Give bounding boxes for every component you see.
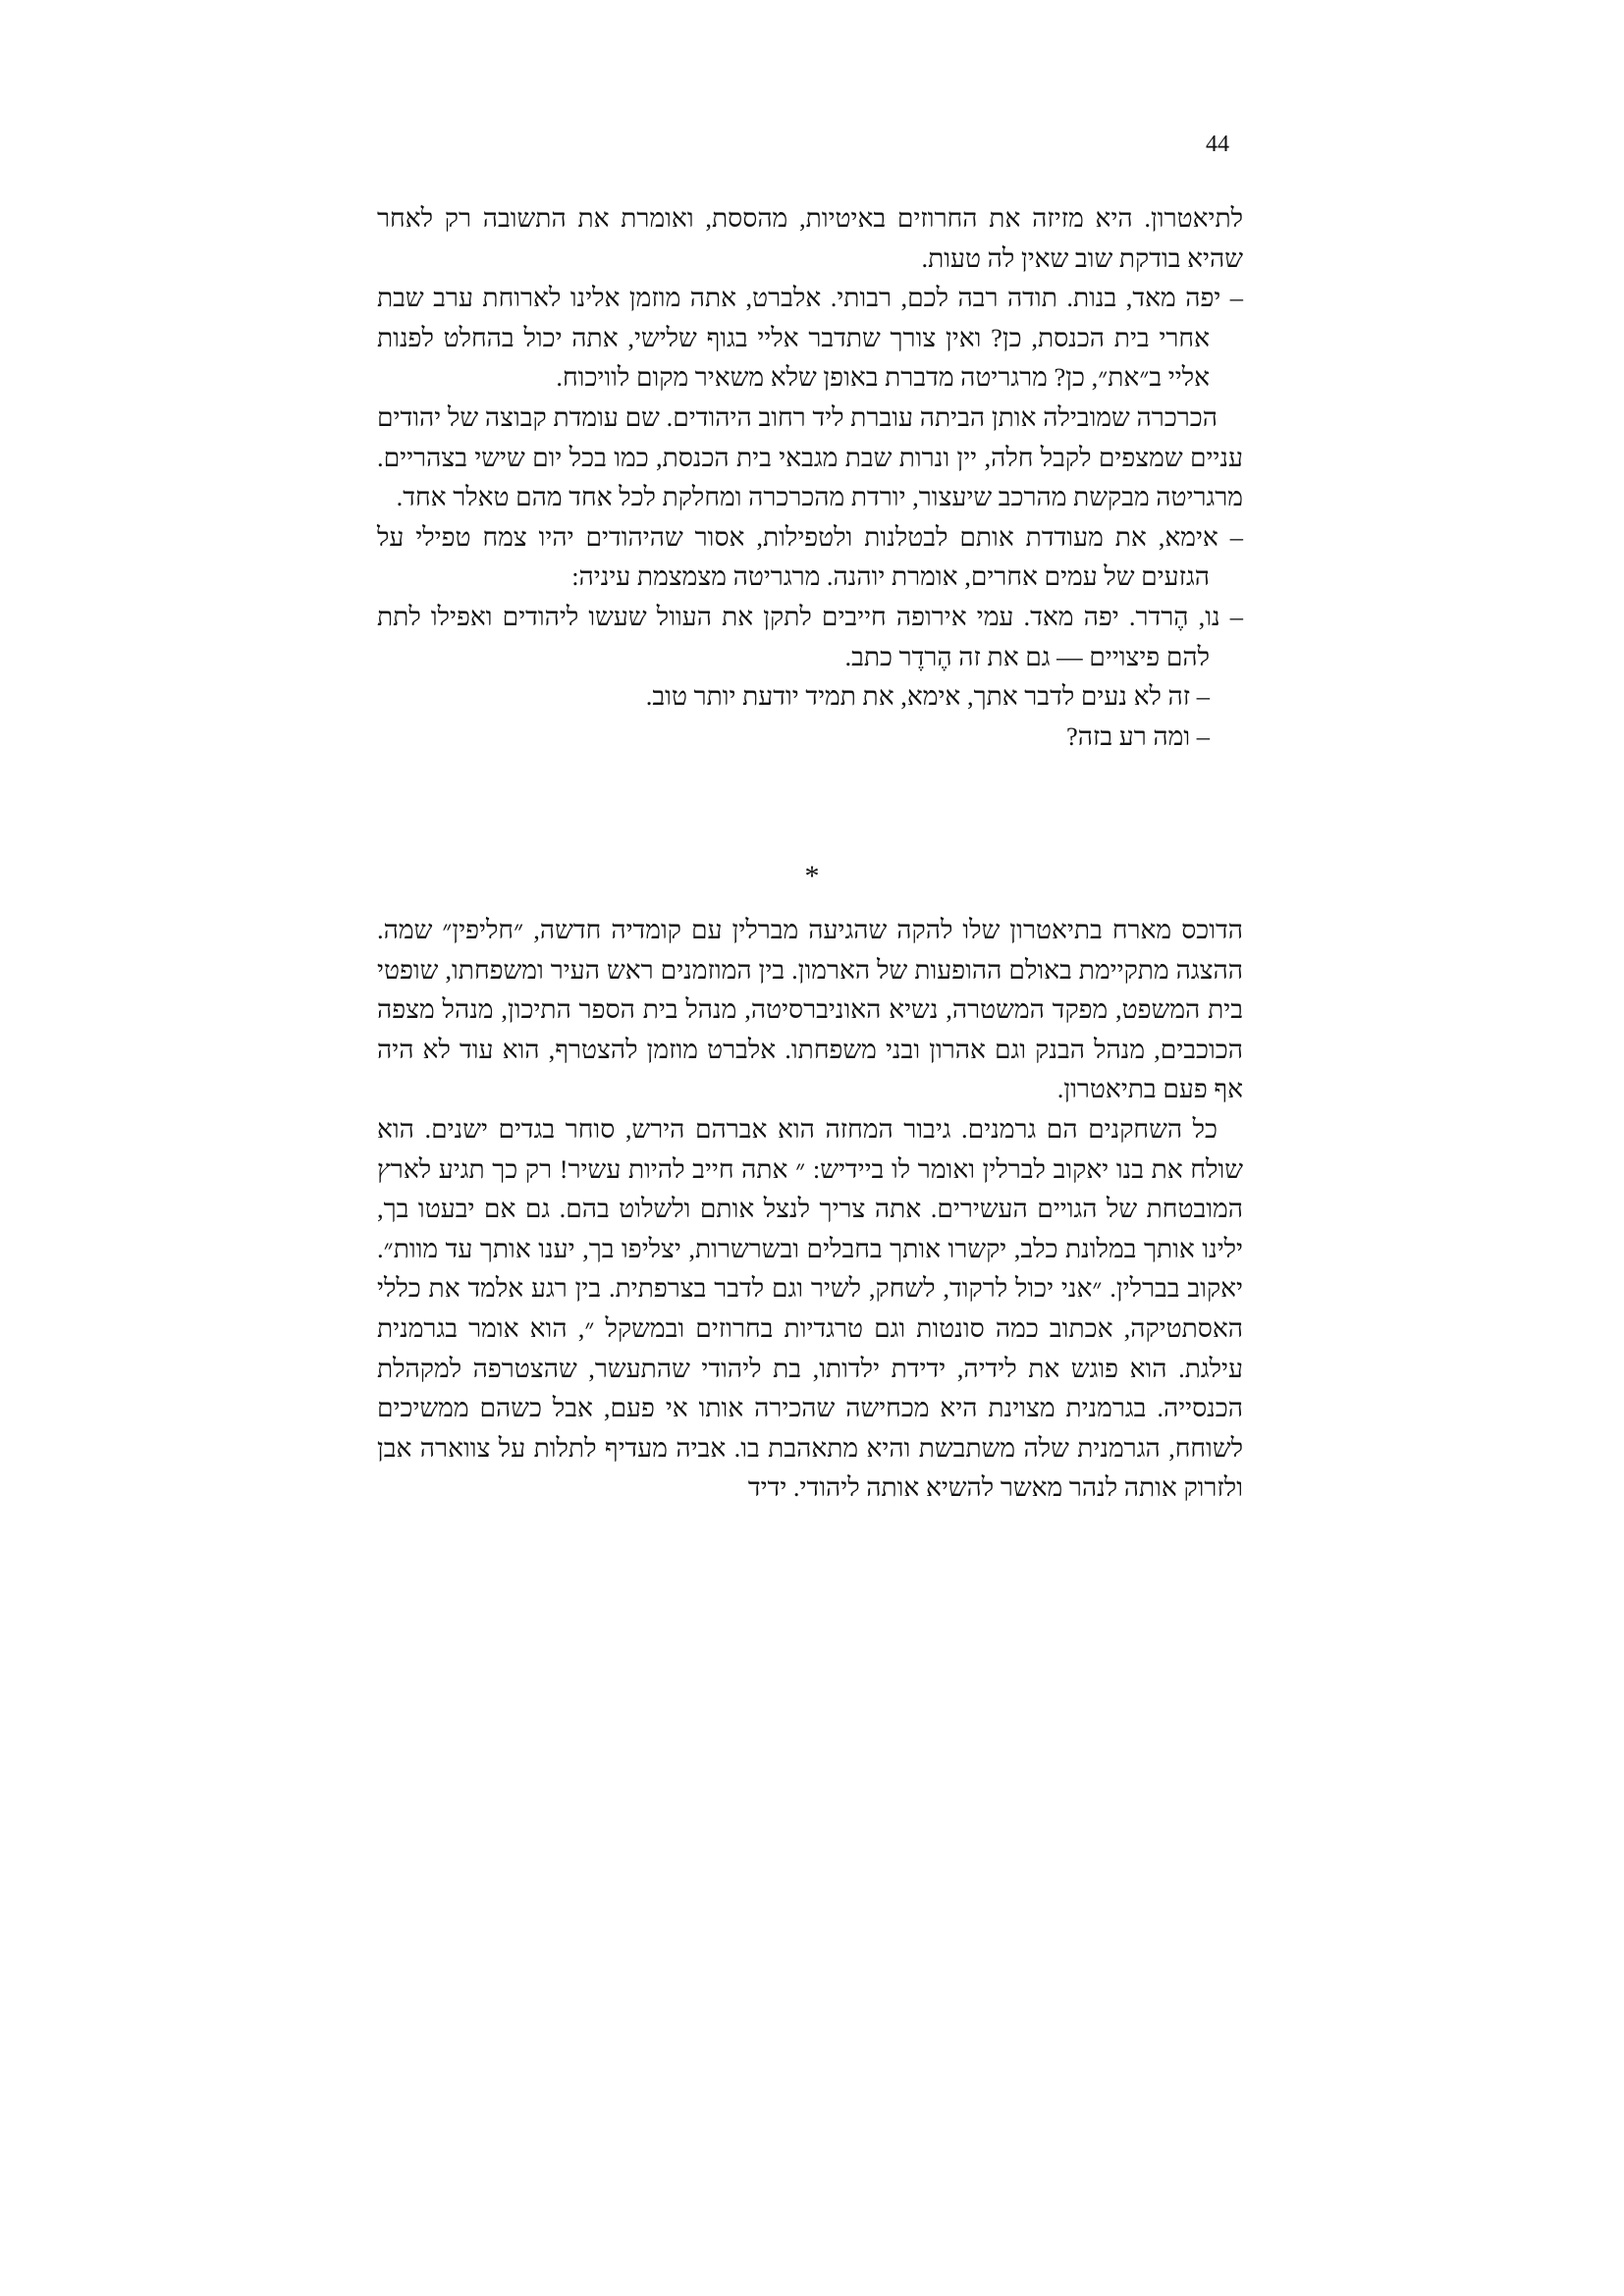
dialogue-paragraph: – נו, הֶרדר. יפה מאד. עמי אירופה חייבים לתקן את העוול שעשו ליהודים ואפילו לתת להם פיצויים — גם את זה הֶרדֶר כתב. bbox=[377, 601, 1243, 671]
dialogue-line: – ומה רע בזה? bbox=[1065, 721, 1210, 751]
page-number: 44 bbox=[1206, 132, 1229, 157]
narrative-paragraph: הדוכס מארח בתיאטרון שלו להקה שהגיעה מברלין עם קומדיה חדשה, ״חליפין״ שמה. ההצגה מתקיימת באולם ההופעות של הארמון. בין המוזמנים ראש העיר ומשפחתו, שופטי בית המשפט, מפקד המשטרה, נשיא האוניברסיטה, מנהל בית הספר התיכון, מנהל מצפה הכוכבים, מנהל הבנק וגם אהרון ובני משפחתו. אלברט מוזמן להצטרף, הוא עוד לא היה אף פעם בתיאטרון. bbox=[377, 915, 1243, 1104]
dialogue-line: – זה לא נעים לדבר אתך, אימא, את תמיד יודעת יותר טוב. bbox=[645, 681, 1210, 712]
section-separator: * bbox=[804, 860, 820, 892]
narrative-paragraph: הכרכרה שמובילה אותן הביתה עוברת ליד רחוב היהודים. שם עומדת קבוצה של יהודים עניים שמצפים לקבל חלה, יין ונרות שבת מגבאי בית הכנסת, כמו בכל יום שישי בצהריים. מרגריטה מבקשת מהרכב שיעצור, יורדת מהכרכרה ומחלקת לכל אחד מהם טאלר אחד. bbox=[377, 401, 1243, 512]
narrative-paragraph: כל השחקנים הם גרמנים. גיבור המחזה הוא אברהם הירש, סוחר בגדים ישנים. הוא שולח את בנו יאקוב לברלין ואומר לו ביידיש: ״ אתה חייב להיות עשיר! רק כך תגיע לארץ המובטחת של הגויים העשירים. אתה צריך לנצל אותם ולשלוט בהם. גם אם יבעטו בך, ילינו אותך במלונת כלב, יקשרו אותך בחבלים ובשרשרות, יצליפו בך, יענו אותך עד מוות״. יאקוב בברלין. ״אני יכול לרקוד, לשחק, לשיר וגם לדבר בצרפתית. בין רגע אלמד את כללי האסתטיקה, אכתוב כמה סונטות וגם טרגדיות בחרוזים ובמשקל ״, הוא אומר בגרמנית עילגת. הוא פוגש את לידיה, ידידת ילדותו, בת ליהודי שהתעשר, שהצטרפה למקהלת הכנסייה. בגרמנית מצוינת היא מכחישה שהכירה אותו אי פעם, אבל כשהם ממשיכים לשוחח, הגרמנית שלה משתבשת והיא מתאהבת בו. אביה מעדיף לתלות על צווארה אבן ולזרוק אותה לנהר מאשר להשיא אותה ליהודי. ידיד bbox=[377, 1113, 1243, 1503]
text-section-1 bbox=[377, 198, 1243, 756]
text-section-2 bbox=[377, 910, 1243, 1508]
paragraph-continuation: לתיאטרון. היא מזיזה את החרוזים באיטיות, מהססת, ואומרת את התשובה רק לאחר שהיא בודקת שוב שאין לה טעות. bbox=[377, 203, 1243, 273]
dialogue-paragraph: – אימא, את מעודדת אותם לבטלנות ולטפילות, אסור שהיהודים יהיו צמח טפילי על הגזעים של עמים אחרים, אומרת יוהנה. מרגריטה מצמצמת עיניה: bbox=[377, 521, 1243, 592]
dialogue-paragraph: – יפה מאד, בנות. תודה רבה לכם, רבותי. אלברט, אתה מוזמן אלינו לארוחת ערב שבת אחרי בית הכנסת, כן? ואין צורך שתדבר אליי בגוף שלישי, אתה יכול בהחלט לפנות אליי ב״את״, כן? מרגריטה מדברת באופן שלא משאיר מקום לוויכוח. bbox=[377, 283, 1243, 393]
